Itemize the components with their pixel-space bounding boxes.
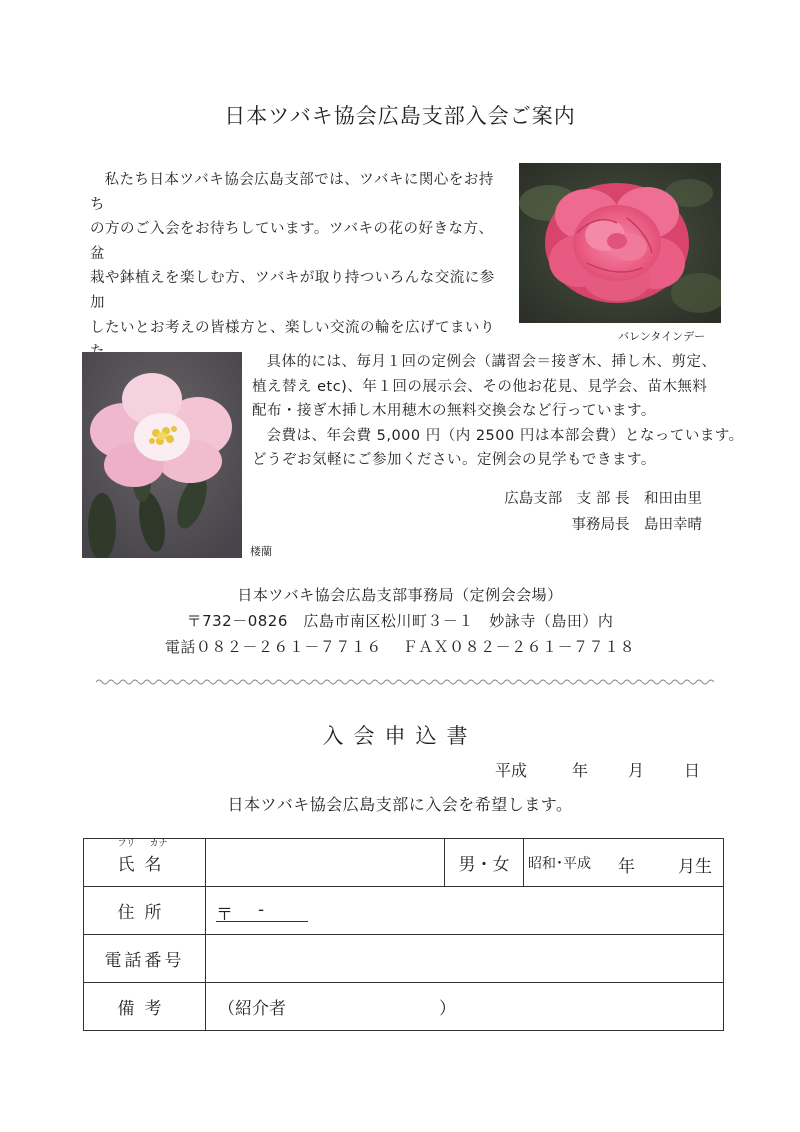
referrer-text: （紹介者 ） [218, 999, 456, 1019]
address-label: 住所 [84, 887, 206, 935]
postal-dash: - [258, 900, 265, 920]
detail-line: 配布・接ぎ木挿し木用穂木の無料交換会など行っています。 [252, 403, 656, 420]
phone-field[interactable] [206, 935, 724, 983]
date-month: 月 [628, 761, 645, 780]
detail-line: どうぞお気軽にご参加ください。定例会の見学もできます。 [252, 452, 656, 469]
date-era: 平成 [495, 761, 528, 780]
birth-era: 昭和･平成 [528, 856, 591, 872]
detail-line: 会費は、年会費 5,000 円（内 2500 円は本部会費）となっています。 [266, 427, 744, 444]
office-address: 〒732－0826 広島市南区松川町３－１ 妙詠寺（島田）内 [186, 612, 614, 630]
postal-underline [216, 921, 308, 922]
name-ruby-kana: カナ [149, 839, 168, 849]
membership-wish: 日本ツバキ協会広島支部に入会を希望します。 [227, 795, 573, 814]
photo2-caption: 楼蘭 [250, 545, 272, 558]
remarks-field[interactable] [206, 983, 724, 1031]
gender-field[interactable]: 男・女 [445, 839, 524, 887]
birth-year: 年 [618, 857, 635, 877]
intro-line: の方のご入会をお待ちしています。ツバキの花の好きな方、盆 [90, 221, 494, 262]
name-field[interactable] [206, 839, 445, 887]
address-field[interactable] [206, 887, 724, 935]
detail-line: 具体的には、毎月１回の定例会（講習会＝接ぎ木、挿し木、剪定、 [266, 354, 717, 370]
birth-field[interactable] [524, 839, 724, 887]
camellia-photo-rouran [82, 352, 242, 558]
name-ruby-furi: フリ [117, 839, 136, 849]
phone-label: 電話番号 [84, 935, 206, 983]
camellia-photo-valentine [519, 163, 721, 323]
name-label [117, 839, 172, 875]
address-row [84, 887, 724, 935]
name-row [84, 839, 724, 887]
name-label-text: 氏名 [117, 855, 172, 875]
page-title: 日本ツバキ協会広島支部入会ご案内 [224, 104, 576, 128]
name-label-cell [84, 839, 206, 887]
intro-line: 私たち日本ツバキ協会広島支部では、ツバキに関心をお持ち [90, 172, 494, 213]
signature-secretary: 事務局長 島田幸晴 [571, 517, 702, 533]
birth-month: 月生 [678, 857, 712, 877]
remarks-label: 備考 [84, 983, 206, 1031]
wavy-divider [96, 676, 714, 688]
intro-line: したいとお考えの皆様方と、楽しい交流の輪を広げてまいり [90, 319, 495, 336]
office-phone: 電話０８２－２６１－７７１６ ＦＡＸ０８２－２６１－７７１８ [164, 638, 636, 656]
date-day: 日 [684, 761, 701, 780]
postal-mark: 〒 [216, 905, 233, 925]
office-name: 日本ツバキ協会広島支部事務局（定例会会場） [237, 586, 563, 604]
intro-line: 栽や鉢植えを楽しむ方、ツバキが取り持ついろんな交流に参加 [90, 270, 495, 311]
signature-branch-head: 広島支部 支 部 長 和田由里 [504, 491, 702, 507]
detail-line: 植え替え etc)、年１回の展示会、その他お花見、見学会、苗木無料 [252, 378, 708, 395]
date-year: 年 [572, 761, 589, 780]
photo1-caption: バレンタインデー [618, 330, 706, 343]
application-form-table [83, 838, 724, 1031]
phone-row [84, 935, 724, 983]
form-title: 入会申込書 [322, 724, 478, 748]
detail-paragraph [252, 350, 744, 473]
remarks-row [84, 983, 724, 1031]
